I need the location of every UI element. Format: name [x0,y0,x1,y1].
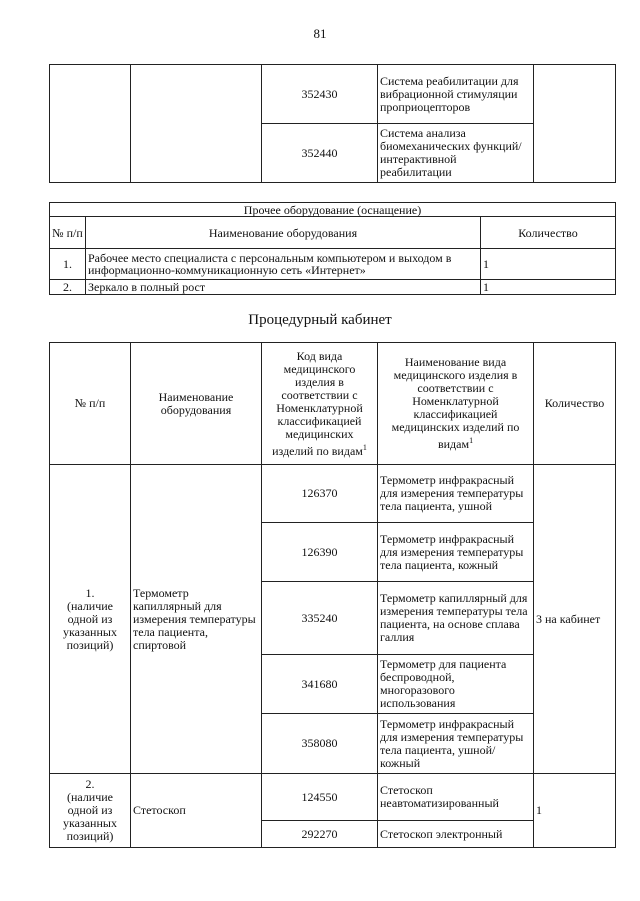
device-kind: Термометр инфракрасный для измерения температуры тела пациента, ушной [378,465,534,523]
device-code: 292270 [262,821,378,848]
table-header-row [50,343,616,465]
group-num: 2. [85,777,95,791]
continuation-table [49,64,616,183]
footnote-mark: 1 [469,436,474,445]
device-kind: Система реабилитации для вибрационной стимуляции проприоцепторов [378,65,534,124]
device-code: 124550 [262,774,378,821]
table-row [50,465,616,523]
empty-cell [50,65,131,183]
row-name: Рабочее место специалиста с персональным компьютером и выходом в информационно-коммуникационную сеть «Интернет» [86,249,481,280]
row-qty: 1 [481,280,616,295]
device-code: 358080 [262,714,378,774]
row-num: 1. [50,249,86,280]
empty-cell [534,65,616,183]
device-kind: Термометр капиллярный для измерения температуры тела пациента, на основе сплава галлия [378,582,534,655]
table-row [50,280,616,295]
group-num: 1. [85,585,95,600]
device-kind: Термометр инфракрасный для измерения температуры тела пациента, ушной/кожный [378,714,534,774]
table-row [50,65,616,124]
device-kind: Термометр для пациента беспроводной, многоразового использования [378,655,534,714]
group-note: (наличие одной из указанных позиций) [63,598,117,652]
row-num: 2. [50,280,86,295]
group-equipment: Термометр капиллярный для измерения температуры тела пациента, спиртовой [131,465,262,774]
group-note: (наличие одной из указанных позиций) [63,790,117,843]
section-title: Процедурный кабинет [248,312,392,328]
device-kind: Система анализа биомеханических функций/интерактивной реабилитации [378,124,534,183]
header-kind [378,343,534,465]
row-name: Зеркало в полный рост [86,280,481,295]
group-qty: 1 [534,774,616,848]
header-code [262,343,378,465]
device-kind: Термометр инфракрасный для измерения температуры тела пациента, кожный [378,523,534,582]
device-kind: Стетоскоп электронный [378,821,534,848]
header-qty: Количество [481,217,616,249]
header-equipment: Наименование оборудования [131,343,262,465]
table-caption: Прочее оборудование (оснащение) [50,203,616,217]
group-num-cell [50,774,131,848]
device-code: 352440 [262,124,378,183]
procedure-table [49,342,616,848]
device-code: 335240 [262,582,378,655]
row-qty: 1 [481,249,616,280]
header-qty: Количество [534,343,616,465]
empty-cell [131,65,262,183]
table-header-row [50,217,616,249]
table-row [50,774,616,821]
group-equipment: Стетоскоп [131,774,262,848]
device-code: 341680 [262,655,378,714]
header-num: № п/п [50,217,86,249]
other-equipment-table [49,202,616,295]
table-row [50,249,616,280]
header-kind-text: Наименование вида медицинского изделия в соответствии с Номенклатурной классификацией медицинских изделий по видам [391,355,520,451]
group-num-cell [50,465,131,774]
device-code: 352430 [262,65,378,124]
group-qty: 3 на кабинет [534,465,616,774]
footnote-mark: 1 [362,442,367,452]
device-code: 126390 [262,523,378,582]
page-number: 81 [313,26,327,41]
device-code: 126370 [262,465,378,523]
device-kind: Стетоскоп неавтоматизированный [378,774,534,821]
header-num: № п/п [50,343,131,465]
header-name: Наименование оборудования [86,217,481,249]
header-code-text: Код вида медицинского изделия в соответствии с Номенклатурной классификацией медицинских изделий по видам [272,348,363,458]
